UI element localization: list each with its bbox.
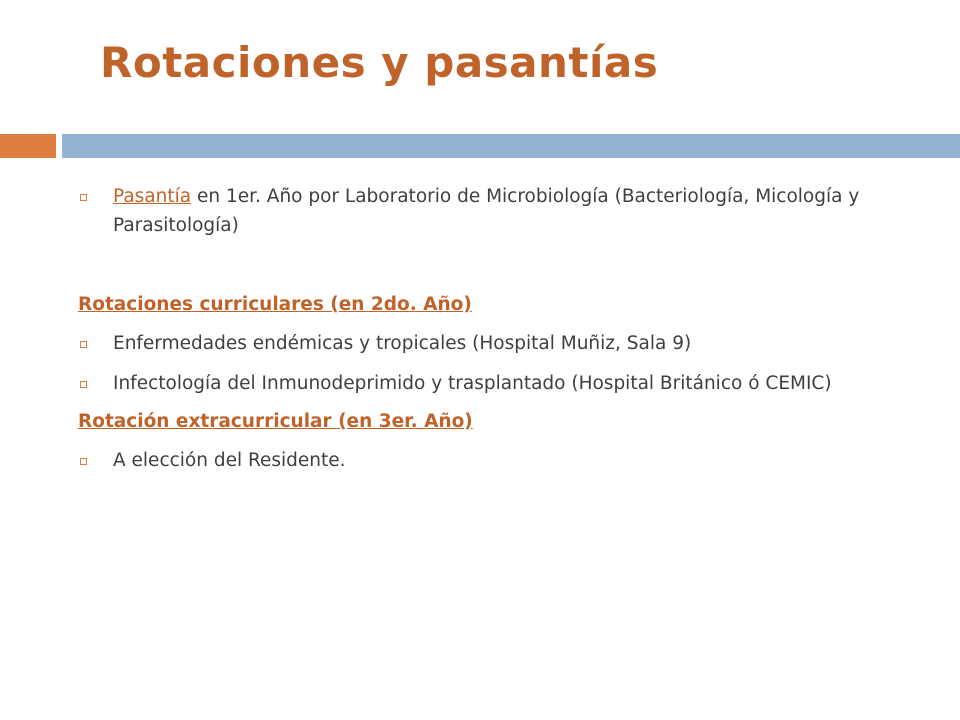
- square-bullet-icon: [80, 458, 87, 465]
- bullet-text: en 1er. Año por Laboratorio de Microbiología (Bacteriología, Micología y Parasitología): [113, 186, 860, 236]
- accent-bar-blue: [62, 134, 960, 158]
- slide-content: [78, 182, 878, 475]
- pasantia-link[interactable]: Pasantía: [113, 186, 192, 207]
- bullet-item-endemicas: [78, 329, 878, 358]
- square-bullet-icon: [80, 194, 87, 201]
- bullet-item-inmunodeprimido: [78, 369, 878, 398]
- square-bullet-icon: [80, 341, 87, 348]
- accent-bar-orange: [0, 134, 56, 158]
- section-heading-extracurricular: Rotación extracurricular (en 3er. Año): [78, 411, 473, 432]
- slide-title: Rotaciones y pasantías: [100, 38, 659, 87]
- bullet-item-pasantia: [78, 182, 878, 240]
- bullet-text: Enfermedades endémicas y tropicales (Hospital Muñiz, Sala 9): [113, 333, 692, 354]
- bullet-text: A elección del Residente.: [113, 450, 346, 471]
- bullet-text: Infectología del Inmunodeprimido y trasplantado (Hospital Británico ó CEMIC): [113, 373, 832, 394]
- bullet-item-eleccion: [78, 446, 878, 475]
- square-bullet-icon: [80, 381, 87, 388]
- section-heading-curriculares: Rotaciones curriculares (en 2do. Año): [78, 294, 472, 315]
